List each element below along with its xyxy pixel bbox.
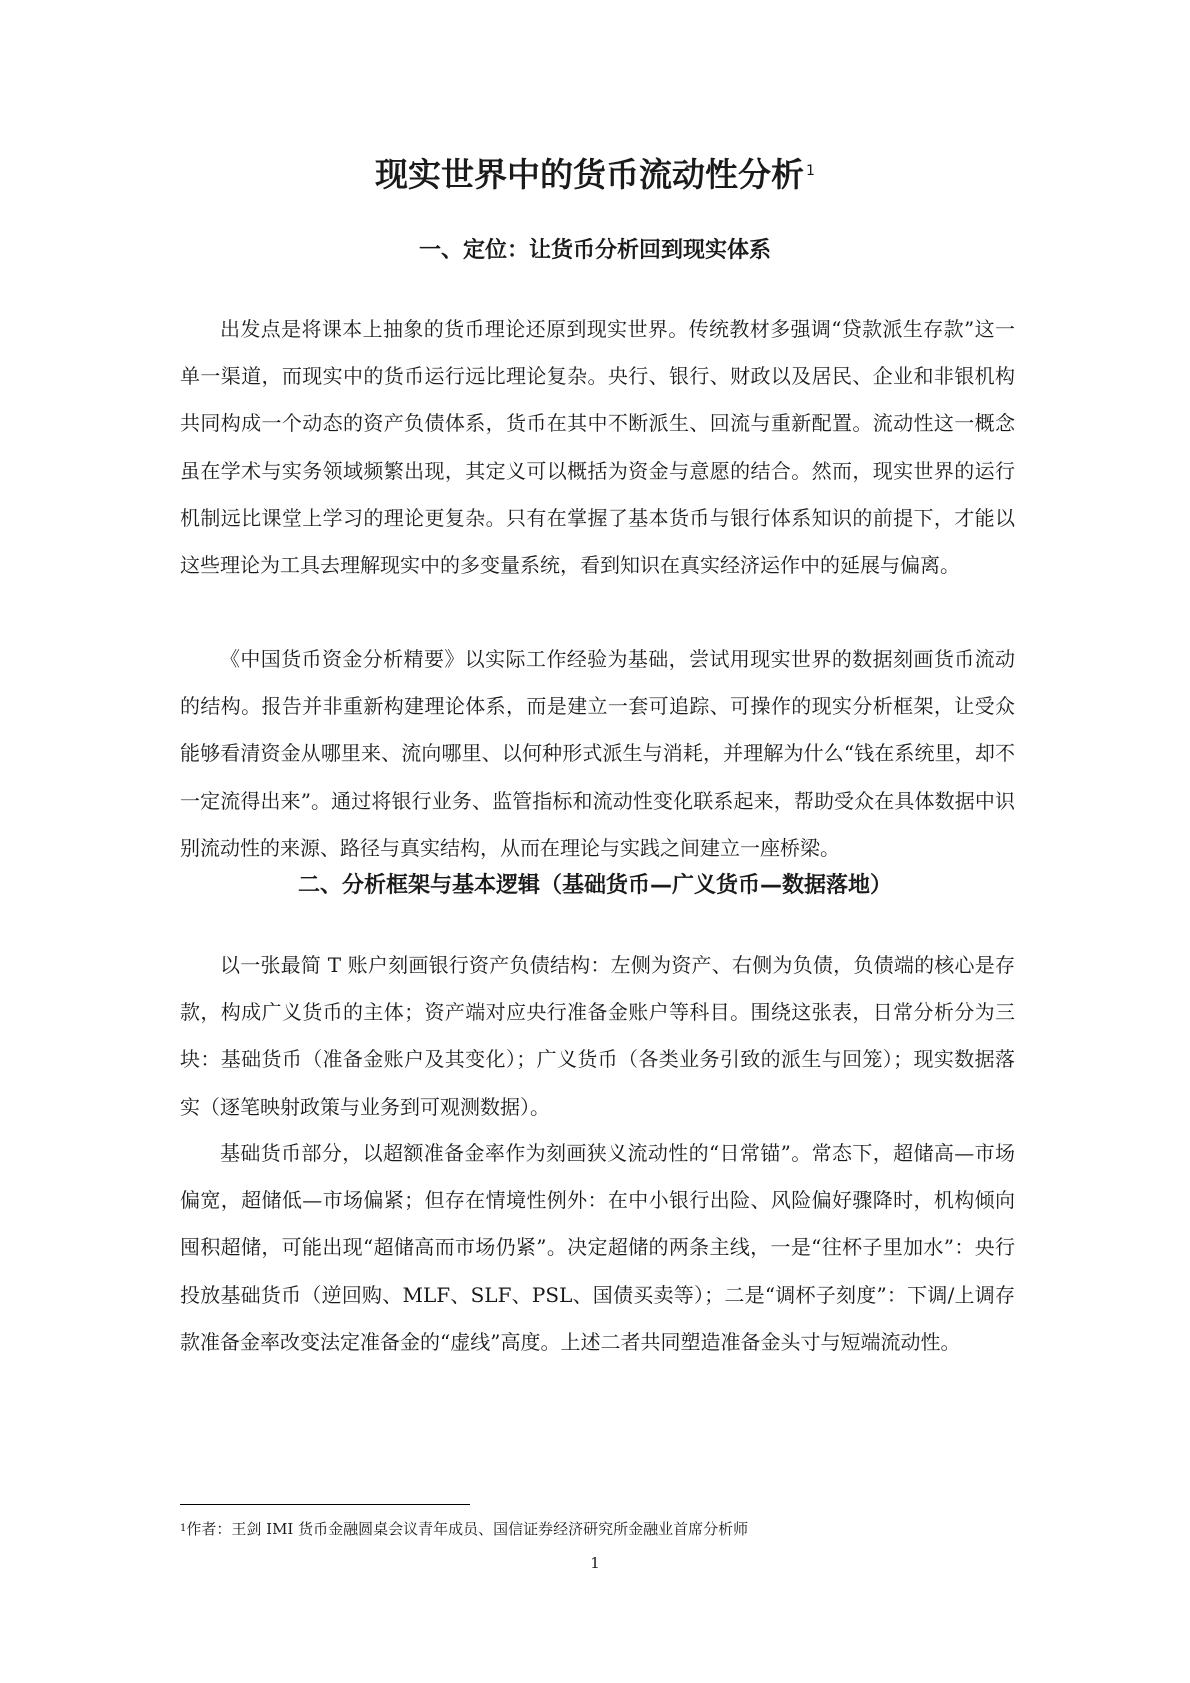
- section-1-paragraph-2: 《中国货币资金分析精要》以实际工作经验为基础，尝试用现实世界的数据刻画货币流动的结构。报告并非重新构建理论体系，而是建立一套可追踪、可操作的现实分析框架，让受众能够看清资金从哪里来、流向哪里、以何种形式派生与消耗，并理解为什么“钱在系统里，却不一定流得出来”。通过将银行业务、监管指标和流动性变化联系起来，帮助受众在具体数据中识别流动性的来源、路径与真实结构，从而在理论与实践之间建立一座桥梁。: [180, 647, 1015, 860]
- footnote-text: 作者：王剑 IMI 货币金融圆桌会议青年成员、国信证券经济研究所金融业首席分析师: [186, 1520, 749, 1538]
- section-1-paragraph-1: 出发点是将课本上抽象的货币理论还原到现实世界。传统教材多强调“贷款派生存款”这一单一渠道，而现实中的货币运行远比理论复杂。央行、银行、财政以及居民、企业和非银机构共同构成一个动态的资产负债体系，货币在其中不断派生、回流与重新配置。流动性这一概念虽在学术与实务领域频繁出现，其定义可以概括为资金与意愿的结合。然而，现实世界的运行机制远比课堂上学习的理论更复杂。只有在掌握了基本货币与银行体系知识的前提下，才能以这些理论为工具去理解现实中的多变量系统，看到知识在真实经济运作中的延展与偏离。: [180, 317, 1015, 578]
- section-1-heading: 一、定位：让货币分析回到现实体系: [418, 238, 771, 263]
- footnote-divider: [180, 1504, 470, 1505]
- section-2-paragraph-2: 基础货币部分，以超额准备金率作为刻画狭义流动性的“日常锚”。常态下，超储高—市场偏宽，超储低—市场偏紧；但存在情境性例外：在中小银行出险、风险偏好骤降时，机构倾向囤积超储，可能出现“超储高而市场仍紧”。决定超储的两条主线，一是“往杯子里加水”：央行投放基础货币（逆回购、MLF、SLF、PSL、国债买卖等）；二是“调杯子刻度”：下调/上调存款准备金率改变法定准备金的“虚线”高度。上述二者共同塑造准备金头寸与短端流动性。: [180, 1141, 1015, 1354]
- footnote-mark: 1: [180, 1523, 187, 1534]
- footnote: [180, 1518, 1010, 1540]
- page-title: [0, 150, 1190, 200]
- title-footnote-mark[interactable]: 1: [806, 163, 815, 179]
- title-text: 现实世界中的货币流动性分析: [375, 155, 805, 194]
- page-number: 1: [590, 1554, 600, 1572]
- section-2-heading: 二、分析框架与基本逻辑（基础货币—广义货币—数据落地）: [297, 873, 892, 898]
- section-2-paragraph-1: 以一张最简 T 账户刻画银行资产负债结构：左侧为资产、右侧为负债，负债端的核心是存款，构成广义货币的主体；资产端对应央行准备金账户等科目。围绕这张表，日常分析分为三块：基础货币（准备金账户及其变化）；广义货币（各类业务引致的派生与回笼）；现实数据落实（逐笔映射政策与业务到可观测数据）。: [180, 953, 1015, 1119]
